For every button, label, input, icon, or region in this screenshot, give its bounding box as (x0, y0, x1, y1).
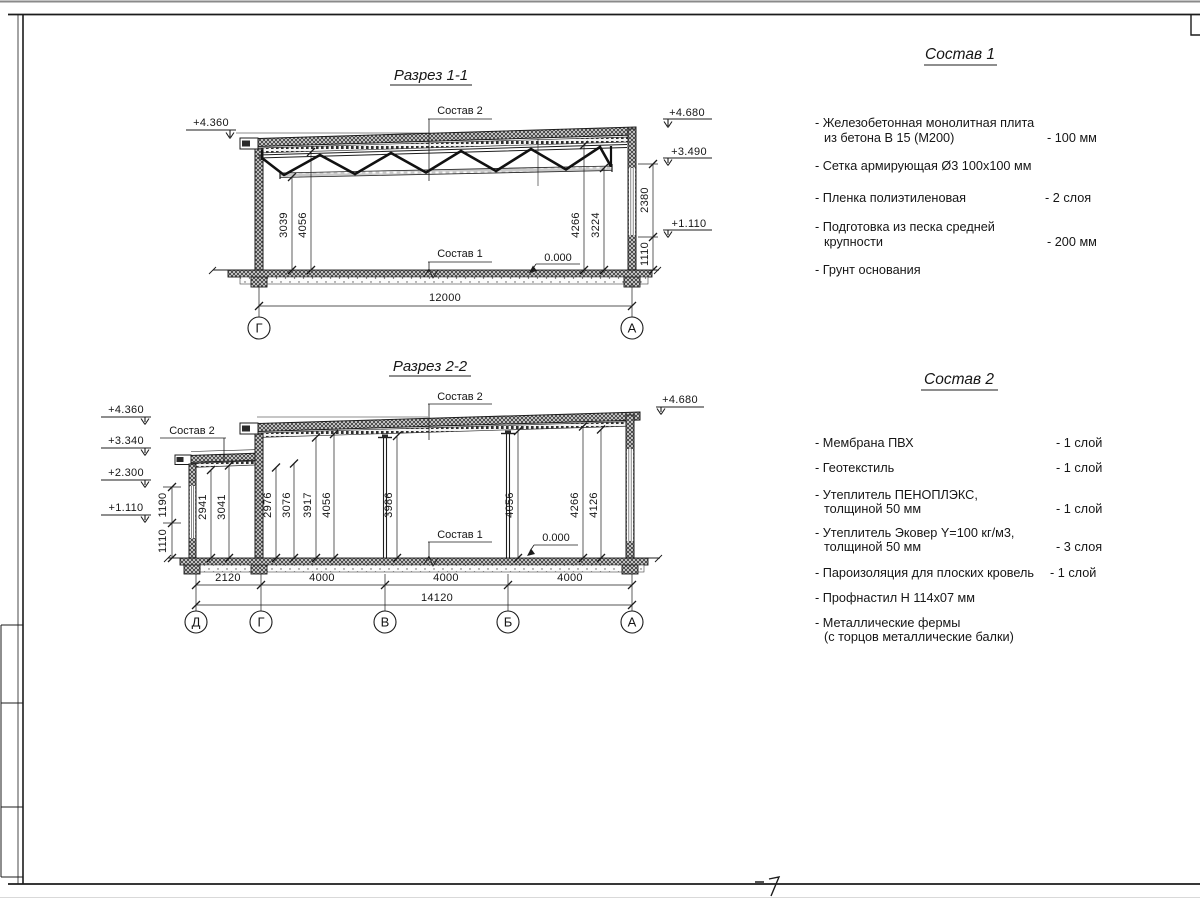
section-2-2 (101, 358, 704, 633)
s2-wall-d-opening (190, 486, 195, 538)
s2-label-sostav1: Состав 1 (437, 529, 483, 541)
sostav1-item-1-value: - 100 мм (1047, 131, 1097, 145)
sostav1-item-4 (815, 220, 1097, 249)
s2-footing-d (184, 565, 200, 574)
s2-axis-d: Д (191, 614, 201, 630)
sostav2-item-6 (815, 591, 975, 605)
s2-dim-4126: 4126 (588, 492, 600, 518)
sostav2-title: Состав 2 (924, 371, 994, 388)
sostav1-item-5 (815, 263, 921, 277)
sostav2-item-7-line2: (с торцов металлические балки) (824, 630, 1014, 644)
s1-elev-right-low: +1.110 (671, 218, 707, 230)
sostav2-item-4-line1: - Утеплитель Эковер Y=100 кг/м3, (815, 526, 1015, 540)
s2-dim-3041: 3041 (216, 494, 228, 520)
section2-title: Разрез 2-2 (392, 358, 468, 375)
frame-corner-box (1191, 15, 1200, 35)
sostav2-item-3-line2: толщиной 50 мм (824, 502, 922, 516)
sostav2-item-1-value: - 1 слой (1056, 436, 1103, 450)
sostav2-item-4-line2: толщиной 50 мм (824, 540, 922, 554)
s1-elev-right-mid: +3.490 (671, 146, 707, 158)
s2-dim-4266: 4266 (569, 492, 581, 518)
s2-dim-3986: 3986 (383, 492, 395, 518)
sostav-2-list (815, 371, 1102, 644)
s2-elev-3340: +3.340 (108, 435, 144, 447)
sostav2-item-1 (815, 436, 1102, 450)
s1-dim-4266: 4266 (570, 212, 582, 238)
sostav2-item-7-line1: - Металлические фермы (815, 616, 961, 630)
s1-structure (209, 127, 661, 287)
s2-elev-4360: +4.360 (108, 404, 144, 416)
s2-dim-1110: 1110 (157, 528, 169, 554)
sostav2-item-4-value: - 3 слоя (1056, 540, 1103, 554)
s2-footing-g (251, 565, 267, 574)
sostav2-item-5 (815, 566, 1096, 580)
sostav1-item-3 (815, 191, 1091, 205)
s2-axis-a: А (627, 614, 637, 630)
s1-dim-4056: 4056 (297, 212, 309, 238)
s1-axes (248, 317, 643, 339)
sostav2-item-2-line1: - Геотекстиль (815, 461, 895, 475)
sostav1-title: Состав 1 (925, 46, 995, 63)
s2-label-zero: 0.000 (542, 532, 570, 544)
s1-elev-left-top: +4.360 (193, 117, 229, 129)
sostav1-item-3-line1: - Пленка полиэтиленовая (815, 191, 967, 205)
sostav1-item-1 (815, 116, 1097, 145)
sostav2-item-2-value: - 1 слой (1056, 461, 1103, 475)
sostav1-item-5-line1: - Грунт основания (815, 263, 921, 277)
sostav2-item-5-line1: - Пароизоляция для плоских кровель (815, 566, 1035, 580)
s2-axis-b: Б (503, 614, 513, 630)
sostav2-item-1-line1: - Мембрана ПВХ (815, 436, 914, 450)
section-1-1 (186, 67, 712, 339)
s1-dim-2380: 2380 (639, 187, 651, 213)
sostav1-item-3-value: - 2 слоя (1045, 191, 1092, 205)
section1-title: Разрез 1-1 (393, 67, 469, 84)
sostav1-item-1-line1: - Железобетонная монолитная плита (815, 116, 1035, 130)
s2-dim-4056b: 4056 (504, 492, 516, 518)
sostav1-item-4-line2: крупности (824, 235, 883, 249)
s1-dim-3224: 3224 (590, 212, 602, 238)
s2-label-sostav2-left: Состав 2 (169, 425, 215, 437)
frame-side-cells (1, 625, 23, 877)
sostav2-item-3-line1: - Утеплитель ПЕНОПЛЭКС, (815, 488, 978, 502)
sostav1-item-2 (815, 159, 1031, 173)
sostav2-item-2 (815, 461, 1102, 475)
sostav1-item-2-line1: - Сетка армирующая Ø3 100х100 мм (815, 159, 1032, 173)
s1-wall-a-opening (629, 168, 635, 235)
s2-dim-bay-4: 4000 (557, 572, 583, 584)
s1-axis-a: А (627, 320, 637, 336)
s2-dimensions (157, 423, 636, 612)
s1-elev-right-top: +4.680 (669, 107, 705, 119)
sheet-bottom-mark (755, 877, 779, 896)
sostav1-item-1-line2: из бетона В 15 (М200) (824, 131, 955, 145)
s1-wall-g (255, 149, 263, 270)
s2-elev-2300: +2.300 (108, 467, 144, 479)
sostav1-item-4-line1: - Подготовка из песка средней (815, 220, 995, 234)
sostav2-item-5-value: - 1 слой (1050, 566, 1097, 580)
s1-label-sostav1: Состав 1 (437, 248, 483, 260)
sostav1-item-4-value: - 200 мм (1047, 235, 1097, 249)
s2-dim-4056a: 4056 (321, 492, 333, 518)
s2-dim-3076: 3076 (281, 492, 293, 518)
s1-axis-g: Г (255, 320, 263, 336)
s2-elev-1110: +1.110 (108, 502, 144, 514)
s2-dim-bay-1: 2120 (215, 572, 241, 584)
sostav2-item-6-line1: - Профнастил Н 114х07 мм (815, 591, 975, 605)
sostav2-item-3 (815, 488, 1102, 516)
s2-dim-2976: 2976 (262, 492, 274, 518)
s2-axis-v: В (380, 614, 390, 630)
s1-label-zero: 0.000 (544, 252, 572, 264)
sostav2-item-4 (815, 526, 1102, 554)
s2-dim-total: 14120 (420, 592, 454, 604)
s2-footing-a (622, 565, 638, 574)
s1-label-sostav2: Состав 2 (437, 105, 483, 117)
s1-dim-3039: 3039 (278, 212, 290, 238)
s2-axes (185, 611, 643, 633)
s2-wall-a-opening (627, 449, 633, 541)
s2-label-sostav2-top: Состав 2 (437, 391, 483, 403)
sostav2-item-3-value: - 1 слой (1056, 502, 1103, 516)
s2-elev-4680: +4.680 (662, 394, 698, 406)
s2-dim-3917: 3917 (302, 492, 314, 518)
s2-dim-bay-2: 4000 (309, 572, 335, 584)
s2-dim-bay-3: 4000 (433, 572, 459, 584)
sostav-1-list (815, 46, 1097, 277)
s2-dim-1190: 1190 (157, 492, 169, 518)
s2-dim-2941: 2941 (197, 494, 209, 520)
sostav2-item-7 (815, 616, 1014, 644)
s1-dim-total: 12000 (428, 292, 462, 304)
s1-dim-1110: 1110 (639, 241, 651, 267)
s2-axis-g: Г (257, 614, 265, 630)
